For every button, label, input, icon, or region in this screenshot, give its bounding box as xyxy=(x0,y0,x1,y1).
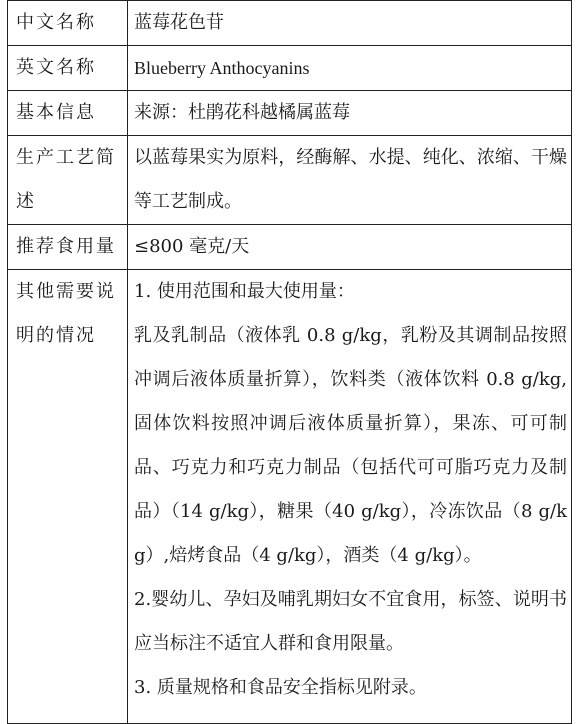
row-chinese-name xyxy=(8,1,572,46)
row-basic-info xyxy=(8,91,572,136)
label-english-name: 英文名称 xyxy=(8,46,128,91)
note-item-usage-scope: 1. 使用范围和最大使用量： xyxy=(134,281,355,302)
row-english-name xyxy=(8,46,572,91)
note-item-usage-details: 乳及乳制品（液体乳 0.8 g/kg，乳粉及其调制品按照冲调后液体质量折算），饮料类（液体饮料 0.8 g/kg,固体饮料按照冲调后液体质量折算），果冻、可可制品、巧克力和巧克力制品（包括代可可脂巧克力及制品）（14 g/kg），糖果（40 g/kg），冷冻饮品（8 g/kg）,焙烤食品（4 g/kg），酒类（4 g/kg）。 xyxy=(134,325,567,566)
row-recommended-intake xyxy=(8,225,572,270)
value-chinese-name: 蓝莓花色苷 xyxy=(128,1,572,46)
row-other-notes xyxy=(8,270,572,724)
label-other-notes: 其他需要说明的情况 xyxy=(8,270,128,724)
specification-table xyxy=(7,0,572,724)
label-chinese-name: 中文名称 xyxy=(8,1,128,46)
value-production-process: 以蓝莓果实为原料，经酶解、水提、纯化、浓缩、干燥等工艺制成。 xyxy=(128,136,572,225)
note-item-unsuitable-groups: 2.婴幼儿、孕妇及哺乳期妇女不宜食用，标签、说明书应当标注不适宜人群和食用限量。 xyxy=(134,589,567,654)
note-item-quality-specs: 3. 质量规格和食品安全指标见附录。 xyxy=(134,677,427,698)
label-production-process: 生产工艺简述 xyxy=(8,136,128,225)
value-english-name: Blueberry Anthocyanins xyxy=(128,46,572,91)
label-basic-info: 基本信息 xyxy=(8,91,128,136)
label-recommended-intake: 推荐食用量 xyxy=(8,225,128,270)
value-recommended-intake: ≤800 毫克/天 xyxy=(128,225,572,270)
row-production-process xyxy=(8,136,572,225)
value-other-notes xyxy=(128,270,572,724)
value-basic-info: 来源：杜鹃花科越橘属蓝莓 xyxy=(128,91,572,136)
